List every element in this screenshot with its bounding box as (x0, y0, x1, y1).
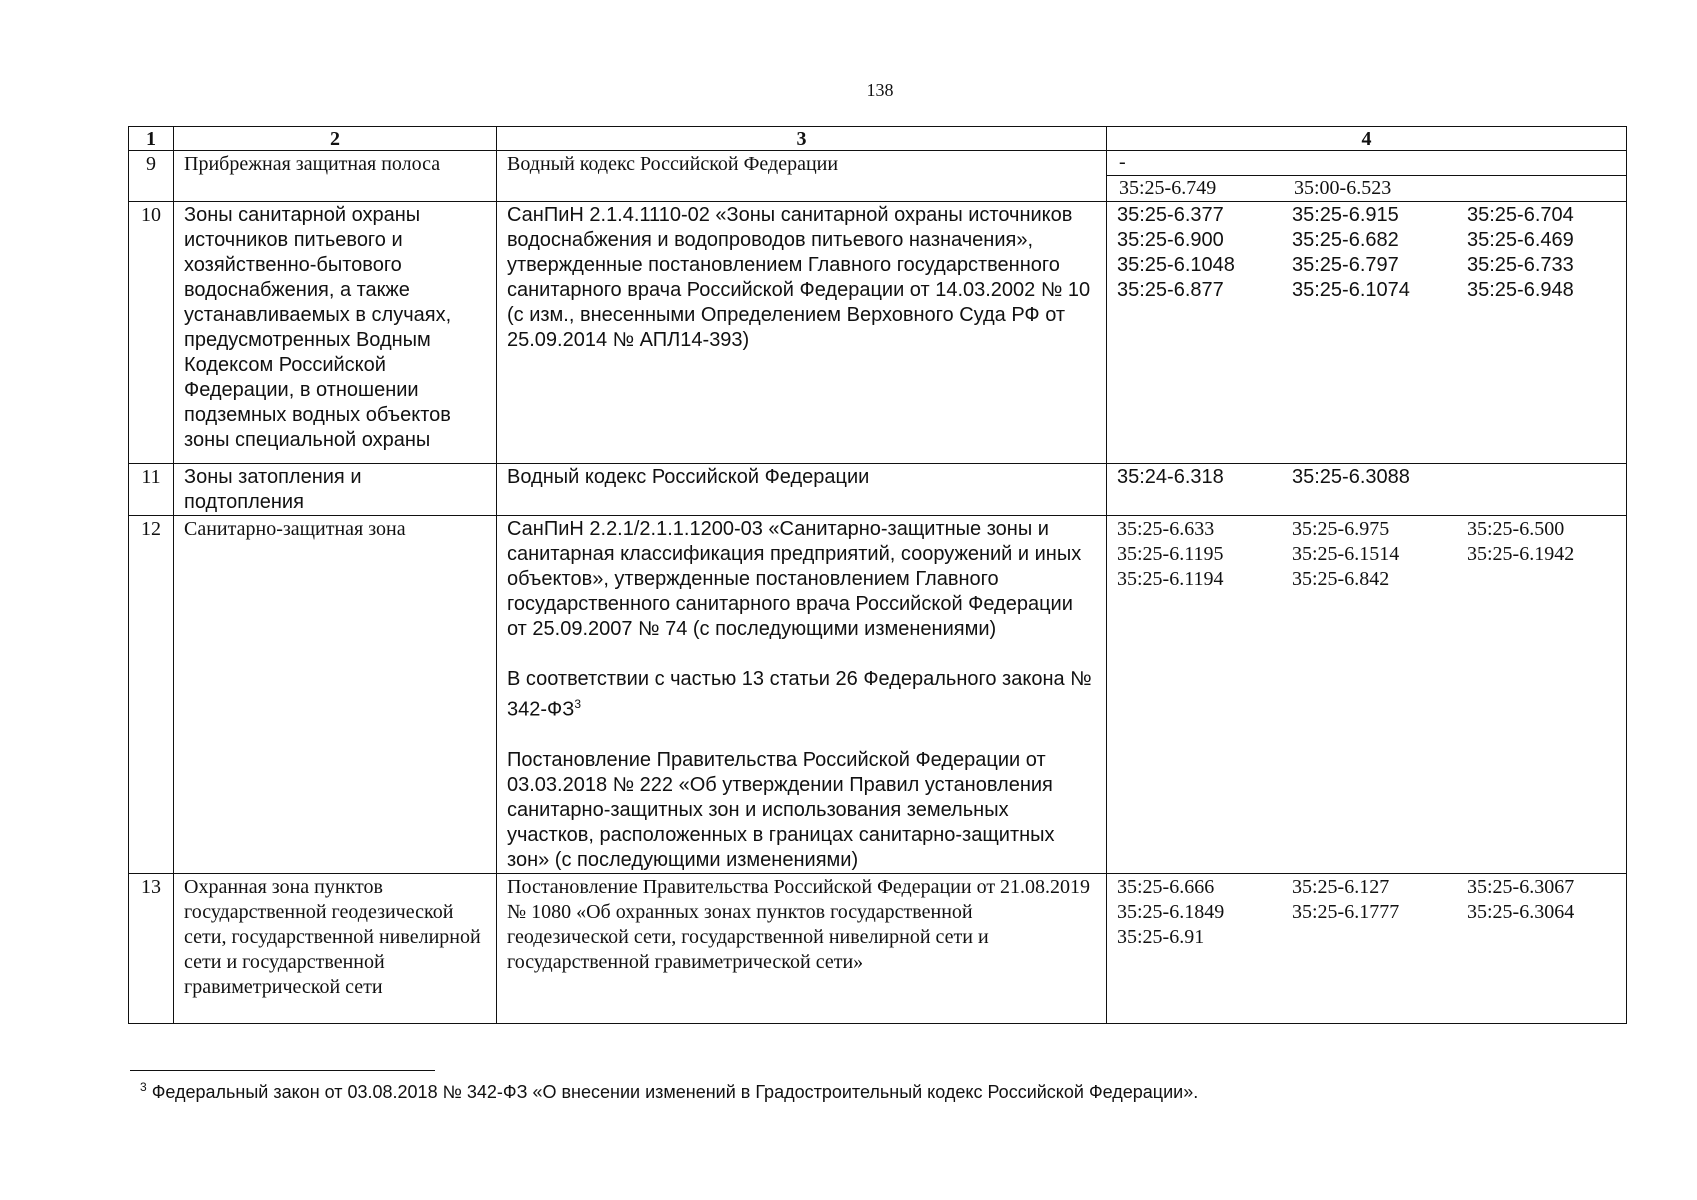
registry-code: 35:25-6.3067 (1467, 875, 1575, 898)
legal-basis: Постановление Правительства Российской Федерации от 21.08.2019 № 1080 «Об охранных зонах пунктов государственной геодезической сети, государственной нивелирной сети и государственной гравиметрической сети» (497, 873, 1107, 1023)
legal-basis-paragraph: Постановление Правительства Российской Федерации от 03.03.2018 № 222 «Об утверждении Правил установления санитарно-защитных зон и использования земельных участков, расположенных в границах санитарно-защитных зон» (с последующими изменениями) (507, 748, 1055, 871)
registry-code: 35:25-6.842 (1292, 568, 1390, 590)
codes-grid (1117, 465, 1616, 490)
legal-basis (497, 516, 1107, 874)
codes-grid (1107, 176, 1626, 201)
registry-code: 35:00-6.523 (1294, 177, 1392, 199)
footnote-mark: 3 (574, 697, 582, 711)
legal-basis-text: В соответствии с частью 13 статьи 26 Федерального закона № 342-ФЗ (507, 668, 1092, 721)
registry-codes (1107, 464, 1627, 516)
registry-code: 35:25-6.915 (1292, 204, 1399, 226)
table-row (129, 151, 1627, 202)
row-number: 11 (129, 464, 174, 516)
registry-code: 35:25-6.749 (1119, 177, 1217, 199)
registry-code: 35:25-6.91 (1117, 925, 1205, 948)
row-number: 9 (129, 151, 174, 202)
registry-code: 35:25-6.633 (1117, 518, 1215, 540)
registry-code: 35:25-6.948 (1467, 279, 1574, 301)
zones-table (128, 126, 1627, 1024)
registry-code: 35:25-6.900 (1117, 229, 1224, 251)
registry-codes (1107, 151, 1627, 202)
legal-basis-paragraph (507, 667, 1096, 723)
zone-name: Зоны затопления и подтопления (174, 464, 497, 516)
zone-name: Прибрежная защитная полоса (174, 151, 497, 202)
registry-code: 35:25-6.469 (1467, 229, 1574, 251)
row-number: 10 (129, 202, 174, 464)
registry-codes (1107, 873, 1627, 1023)
table-header-row (129, 127, 1627, 151)
registry-code: 35:25-6.797 (1292, 254, 1399, 276)
footnote-text: Федеральный закон от 03.08.2018 № 342-ФЗ «О внесении изменений в Градостроительный кодекс Российской Федерации». (146, 1082, 1199, 1102)
registry-code: 35:25-6.1048 (1117, 254, 1235, 276)
registry-code: 35:25-6.1194 (1117, 568, 1224, 590)
registry-codes (1107, 202, 1627, 464)
registry-code: 35:25-6.1849 (1117, 900, 1225, 923)
footnote-mark: 3 (140, 1080, 147, 1094)
table-row (129, 873, 1627, 1023)
header-col-3: 3 (497, 127, 1107, 151)
zone-name: Санитарно-защитная зона (174, 516, 497, 874)
registry-code: 35:25-6.666 (1117, 875, 1215, 898)
legal-basis: СанПиН 2.1.4.1110-02 «Зоны санитарной охраны источников водоснабжения и водопроводов питьевого назначения», утвержденные постановлением Главного государственного санитарного врача Российской Федерации от 14.03.2002 № 10 (с изм., внесенными Определением Верховного Суда РФ от 25.09.2014 № АПЛ14-393) (497, 202, 1107, 464)
row-number: 13 (129, 873, 174, 1023)
registry-code: 35:25-6.1195 (1117, 543, 1224, 565)
legal-basis: Водный кодекс Российской Федерации (497, 464, 1107, 516)
legal-basis: Водный кодекс Российской Федерации (497, 151, 1107, 202)
codes-placeholder: - (1107, 151, 1626, 176)
header-col-2: 2 (174, 127, 497, 151)
table-row (129, 516, 1627, 874)
registry-code: 35:25-6.1074 (1292, 279, 1410, 301)
registry-code: 35:25-6.1777 (1292, 900, 1400, 923)
registry-code: 35:25-6.877 (1117, 279, 1224, 301)
zone-name: Зоны санитарной охраны источников питьевого и хозяйственно-бытового водоснабжения, а также устанавливаемых в случаях, предусмотренных Водным Кодексом Российской Федерации, в отношении подземных водных объектов зоны специальной охраны (174, 202, 497, 464)
registry-code: 35:25-6.682 (1292, 229, 1399, 251)
footnote-separator (130, 1070, 435, 1071)
page-number: 138 (866, 80, 894, 100)
row-number: 12 (129, 516, 174, 874)
registry-code: 35:24-6.318 (1117, 466, 1224, 488)
registry-code: 35:25-6.3064 (1467, 900, 1575, 923)
registry-code: 35:25-6.3088 (1292, 466, 1410, 488)
registry-code: 35:25-6.704 (1467, 204, 1574, 226)
table-row (129, 202, 1627, 464)
registry-code: 35:25-6.1942 (1467, 543, 1575, 565)
registry-code: 35:25-6.377 (1117, 204, 1224, 226)
registry-code: 35:25-6.500 (1467, 518, 1565, 540)
header-col-4: 4 (1107, 127, 1627, 151)
registry-code: 35:25-6.1514 (1292, 543, 1400, 565)
header-col-1: 1 (129, 127, 174, 151)
registry-code: 35:25-6.127 (1292, 875, 1390, 898)
registry-code: 35:25-6.975 (1292, 518, 1390, 540)
footnote (140, 1080, 1198, 1103)
legal-basis-paragraph: СанПиН 2.2.1/2.1.1.1200-03 «Санитарно-защитные зоны и санитарная классификация предприятий, сооружений и иных объектов», утвержденные постановлением Главного государственного санитарного врача Российской Федерации от 25.09.2007 № 74 (с последующими изменениями) (507, 518, 1082, 640)
zone-name: Охранная зона пунктов государственной геодезической сети, государственной нивелирной сети и государственной гравиметрической сети (174, 873, 497, 1023)
codes-grid (1117, 517, 1616, 592)
codes-grid (1117, 875, 1616, 950)
registry-code: 35:25-6.733 (1467, 254, 1574, 276)
registry-codes (1107, 516, 1627, 874)
table-row (129, 464, 1627, 516)
codes-grid (1117, 203, 1616, 303)
